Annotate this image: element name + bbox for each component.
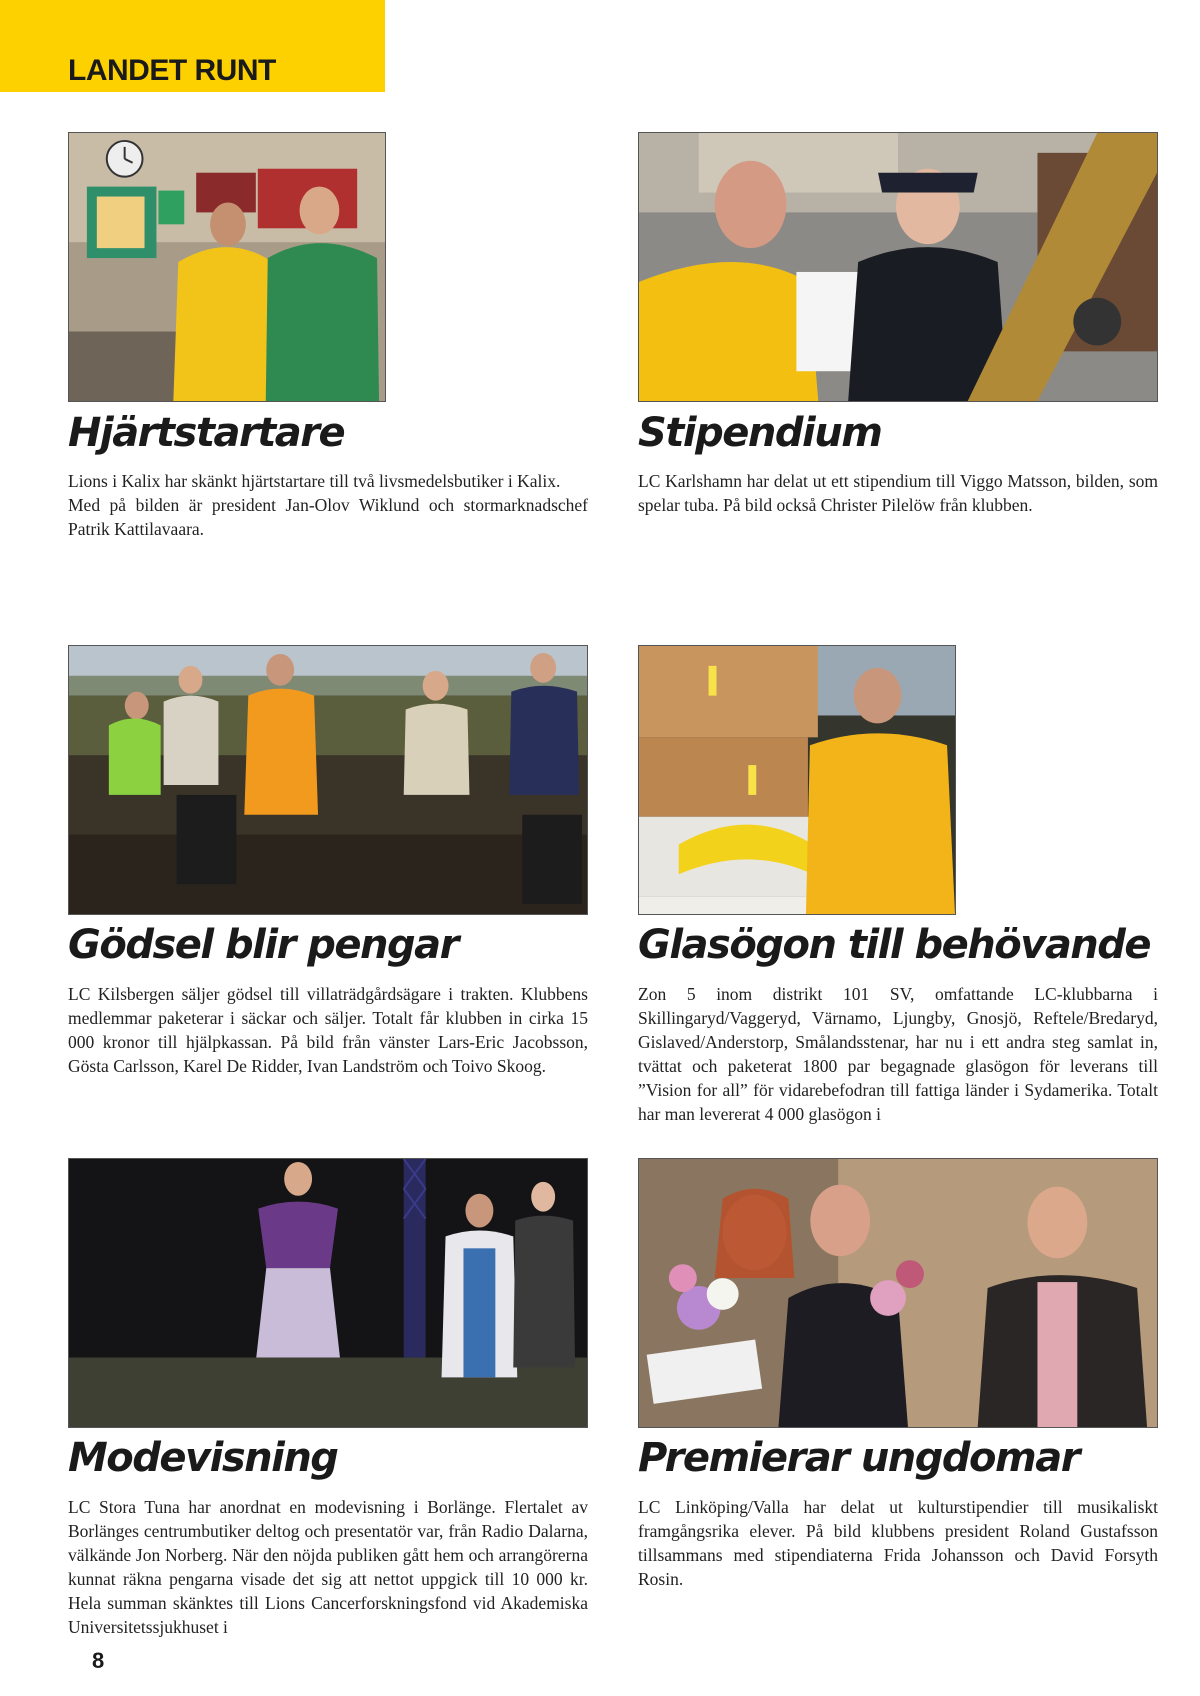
paragraph: LC Kilsbergen säljer gödsel till villaträdgårdsägare i trakten. Klubbens medlemmar paketerar i säckar och säljer. Totalt får klubben in cirka 15 000 kronor till hjälpkassan. På bild från vänster Lars-Eric Jacobsson, Gösta Carlsson, Karel De Ridder, Ivan Landström och Toivo Skoog. bbox=[68, 984, 588, 1076]
headline-godsel: Gödsel blir pengar bbox=[68, 922, 458, 968]
photo-glasogon bbox=[638, 645, 956, 915]
article-text-stipendium bbox=[638, 469, 1158, 517]
headline-glasogon: Glasögon till behövande bbox=[638, 922, 1151, 968]
headline-premierar: Premierar ungdomar bbox=[638, 1435, 1079, 1481]
paragraph: Zon 5 inom distrikt 101 SV, omfattande LC-klubbarna i Skillingaryd/Vaggeryd, Värnamo, Ljungby, Gnosjö, Reftele/Bredaryd, Gislaved/Anderstorp, Smålandsstenar, har nu i ett andra steg samlat in, tvättat och paketerat 1800 par begagnade glasögon för leverans till ”Vision for all” för vidarebefodran till fattiga länder i Sydamerika. Totalt har man levererat 4 000 glasögon i bbox=[638, 984, 1158, 1124]
paragraph: Lions i Kalix har skänkt hjärtstartare till två livsmedelsbutiker i Kalix. bbox=[68, 471, 561, 491]
photo-hjartstartare bbox=[68, 132, 386, 402]
photo-modevisning bbox=[68, 1158, 588, 1428]
article-text-hjartstartare bbox=[68, 469, 588, 541]
headline-hjartstartare: Hjärtstartare bbox=[68, 410, 345, 456]
paragraph: Med på bilden är president Jan-Olov Wiklund och stormarknadschef Patrik Kattilavaara. bbox=[68, 495, 588, 539]
page-number: 8 bbox=[92, 1648, 105, 1673]
photo-premierar bbox=[638, 1158, 1158, 1428]
section-tab bbox=[0, 0, 385, 92]
paragraph: LC Stora Tuna har anordnat en modevisning i Borlänge. Flertalet av Borlänges centrumbutiker deltog och presentatör var, från Radio Dalarna, välkände Jon Norberg. När den nöjda publiken gått hem och arrangörerna kunnat räkna pengarna visade det sig att nettot uppgick till 10 000 kr. Hela summan skänktes till Lions Cancerforskningsfond vid Akademiska Universitetssjukhuset i bbox=[68, 1497, 588, 1637]
photo-godsel bbox=[68, 645, 588, 915]
article-text-glasogon bbox=[638, 982, 1158, 1126]
article-text-premierar bbox=[638, 1495, 1158, 1591]
article-text-godsel bbox=[68, 982, 588, 1078]
article-text-modevisning bbox=[68, 1495, 588, 1639]
photo-stipendium bbox=[638, 132, 1158, 402]
headline-modevisning: Modevisning bbox=[68, 1435, 338, 1481]
headline-stipendium: Stipendium bbox=[638, 410, 882, 456]
section-title: LANDET RUNT bbox=[68, 54, 276, 87]
paragraph: LC Karlshamn har delat ut ett stipendium till Viggo Matsson, bilden, som spelar tuba. På bild också Christer Pilelöw från klubben. bbox=[638, 471, 1158, 515]
paragraph: LC Linköping/Valla har delat ut kulturstipendier till musikaliskt framgångsrika elever. På bild klubbens president Roland Gustafsson tillsammans med stipendiaterna Frida Johansson och David Forsyth Rosin. bbox=[638, 1497, 1158, 1589]
